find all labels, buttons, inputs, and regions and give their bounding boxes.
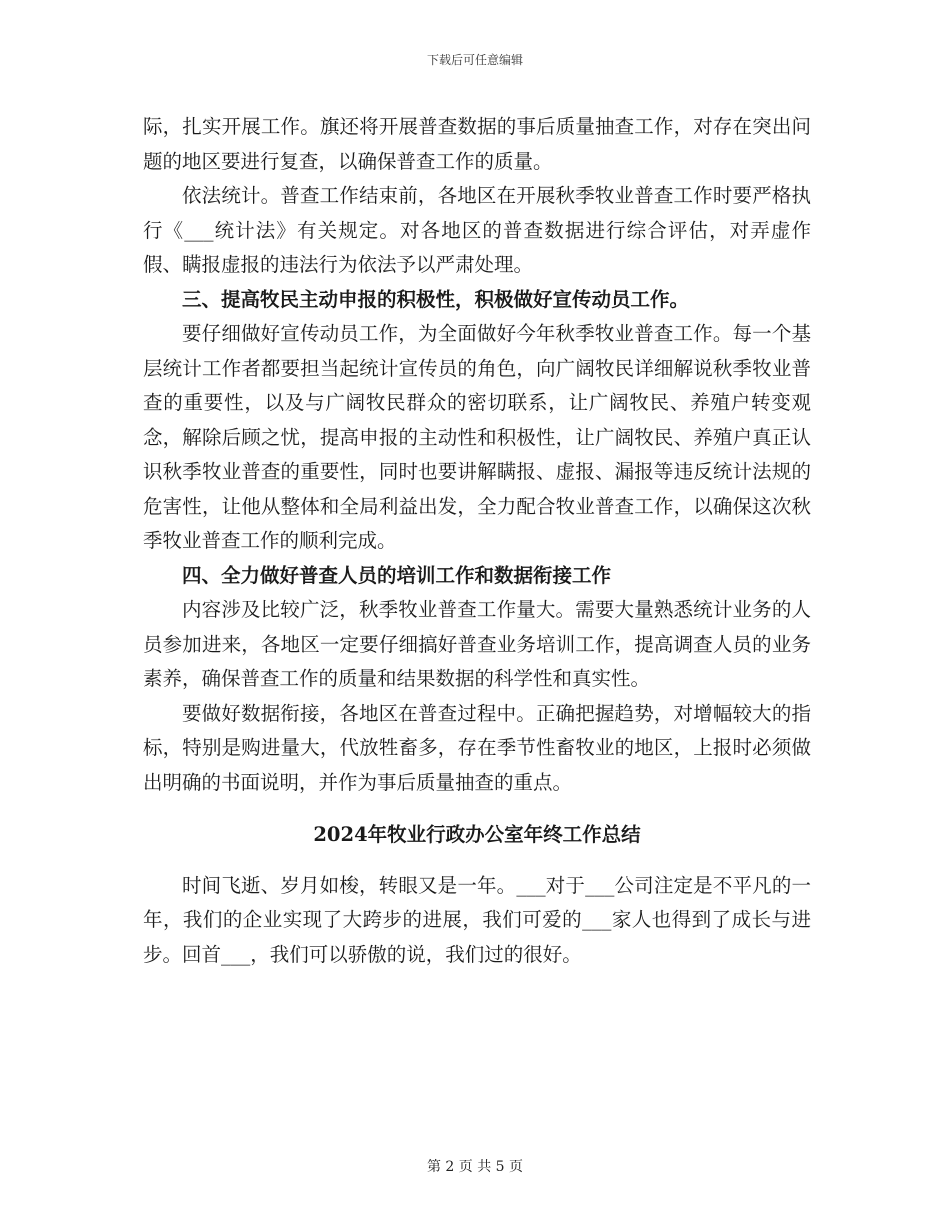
paragraph-training: 内容涉及比较广泛，秋季牧业普查工作量大。需要大量熟悉统计业务的人员参加进来，各地区一定要仔细搞好普查业务培训工作，提高调查人员的业务素养，确保普查工作的质量和结果数据的科学性和真实性。 <box>143 598 811 690</box>
section-heading-3: 三、提高牧民主动申报的积极性，积极做好宣传动员工作。 <box>182 287 690 311</box>
document-body <box>143 110 811 972</box>
paragraph-continuation: 际，扎实开展工作。旗还将开展普查数据的事后质量抽查工作，对存在突出问题的地区要进行复查，以确保普查工作的质量。 <box>143 115 811 173</box>
paragraph-lawful-statistics: 依法统计。普查工作结束前，各地区在开展秋季牧业普查工作时要严格执行《___统计法》有关规定。对各地区的普查数据进行综合评估，对弄虚作假、瞒报虚报的违法行为依法予以严肃处理。 <box>143 184 811 276</box>
section-heading-4: 四、全力做好普查人员的培训工作和数据衔接工作 <box>182 563 612 587</box>
page-header: 下载后可任意编辑 <box>426 53 523 67</box>
paragraph-publicity: 要仔细做好宣传动员工作，为全面做好今年秋季牧业普查工作。每一个基层统计工作者都要担当起统计宣传员的角色，向广阔牧民详细解说秋季牧业普查的重要性，以及与广阔牧民群众的密切联系，让广阔牧民、养殖户转变观念，解除后顾之忧，提高申报的主动性和积极性，让广阔牧民、养殖户真正认识秋季牧业普查的重要性，同时也要讲解瞒报、虚报、漏报等违反统计法规的危害性，让他从整体和全局利益出发，全力配合牧业普查工作，以确保这次秋季牧业普查工作的顺利完成。 <box>143 322 811 552</box>
document-title: 2024年牧业行政办公室年终工作总结 <box>313 823 641 846</box>
paragraph-summary-intro: 时间飞逝、岁月如梭，转眼又是一年。___对于___公司注定是不平凡的一年，我们的企业实现了大跨步的进展，我们可爱的___家人也得到了成长与进步。回首___，我们可以骄傲的说，我们过的很好。 <box>143 873 811 966</box>
page-number: 第 2 页 共 5 页 <box>426 1159 524 1175</box>
paragraph-data-linkage: 要做好数据衔接，各地区在普查过程中。正确把握趋势，对增幅较大的指标，特别是购进量大，代放牲畜多，存在季节性畜牧业的地区，上报时必须做出明确的书面说明，并作为事后质量抽查的重点。 <box>143 701 811 794</box>
